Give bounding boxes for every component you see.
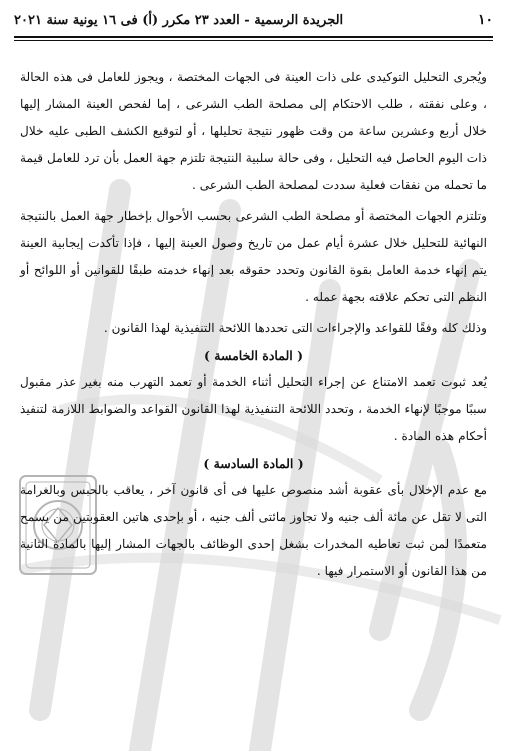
text-line: النتيجة تلتزم جهة العمل بأن ترد للعامل قيمة ما تحمله من نفقات فعلية سددت xyxy=(20,151,487,192)
text-line: للقوانين أو اللوائح أو النظم التى تحكم علاقته بجهة عمله . xyxy=(20,263,487,304)
text-line: إما لفحص العينة المشار إليها خلال أربع وعشرين ساعة من وقت ظهور نتيجة تحليلها ، xyxy=(20,97,488,138)
text-line: بالنتيجة النهائية للتحليل خلال عشرة أيام عمل من تاريخ وصول العينة إليها ، فإذا تأكدت xyxy=(20,209,487,250)
page-number: ١٠ xyxy=(477,12,493,28)
text-line: وذلك كله وفقًا للقواعد والإجراءات التى تحددها اللائحة التنفيذية لهذا القانون . xyxy=(103,321,487,335)
paragraph xyxy=(20,315,487,342)
header-rule xyxy=(14,36,493,38)
text-line: والضوابط اللازمة لتنفيذ أحكام هذه المادة . xyxy=(20,402,487,443)
text-line: فى هذه الحالة ، وعلى نفقته ، طلب الاحتكام إلى مصلحة الطب الشرعى ، xyxy=(20,70,487,111)
text-line: يُعد ثبوت تعمد الامتناع عن إجراء التحليل أثناء الخدمة أو تعمد التهرب منه بغير xyxy=(81,375,487,389)
article-6-heading: ( المادة السادسة ) xyxy=(203,456,304,471)
text-line: أو لتوقيع الكشف الطبى عليه خلال ذات اليوم الحاصل فيه التحليل ، وفى حالة سلبية xyxy=(20,124,488,165)
text-line: مع عدم الإخلال بأى عقوبة أشد منصوص عليها فى أى قانون آخر ، يعاقب بالحبس xyxy=(70,483,488,497)
paragraph xyxy=(20,64,487,199)
gazette-title: الجريدة الرسمية - العدد ٢٣ مكرر (أ) فى ١٦ يونية سنة ٢٠٢١ xyxy=(14,12,344,28)
text-line: العقوبتين من يسمح متعمدًا لمن ثبت تعاطيه المخدرات بشغل إحدى الوظائف بالجهات xyxy=(20,510,487,551)
article-6-body xyxy=(20,477,487,585)
document-body xyxy=(20,64,487,585)
text-line: وتلتزم الجهات المختصة أو مصلحة الطب الشرعى بحسب الأحوال بإخطار جهة العمل xyxy=(60,209,488,223)
text-line: لمصلحة الطب الشرعى . xyxy=(192,178,319,192)
text-line: ويُجرى التحليل التوكيدى على ذات العينة فى الجهات المختصة ، ويجوز للعامل xyxy=(97,70,487,84)
text-line: عذر مقبول سببًا موجبًا لإنهاء الخدمة ، وتحدد اللائحة التنفيذية لهذا القانون القواعد xyxy=(20,375,488,416)
text-line: وبالغرامة التى لا تقل عن مائة ألف جنيه ولا تجاوز مائتى ألف جنيه ، أو بإحدى هاتين xyxy=(20,483,487,524)
text-line: المشار إليها بالمادة الثانية من هذا القانون أو الاستمرار فيها . xyxy=(20,537,487,578)
paragraph xyxy=(20,203,487,311)
article-5-heading: ( المادة الخامسة ) xyxy=(203,348,304,363)
text-line: إيجابية العينة يتم إنهاء خدمة العامل بقوة القانون وتحدد حقوقه بعد إنهاء خدمته طبقًا xyxy=(20,236,487,277)
page-header xyxy=(14,6,493,34)
article-5-body xyxy=(20,369,487,450)
header-rule-thin xyxy=(14,40,493,41)
